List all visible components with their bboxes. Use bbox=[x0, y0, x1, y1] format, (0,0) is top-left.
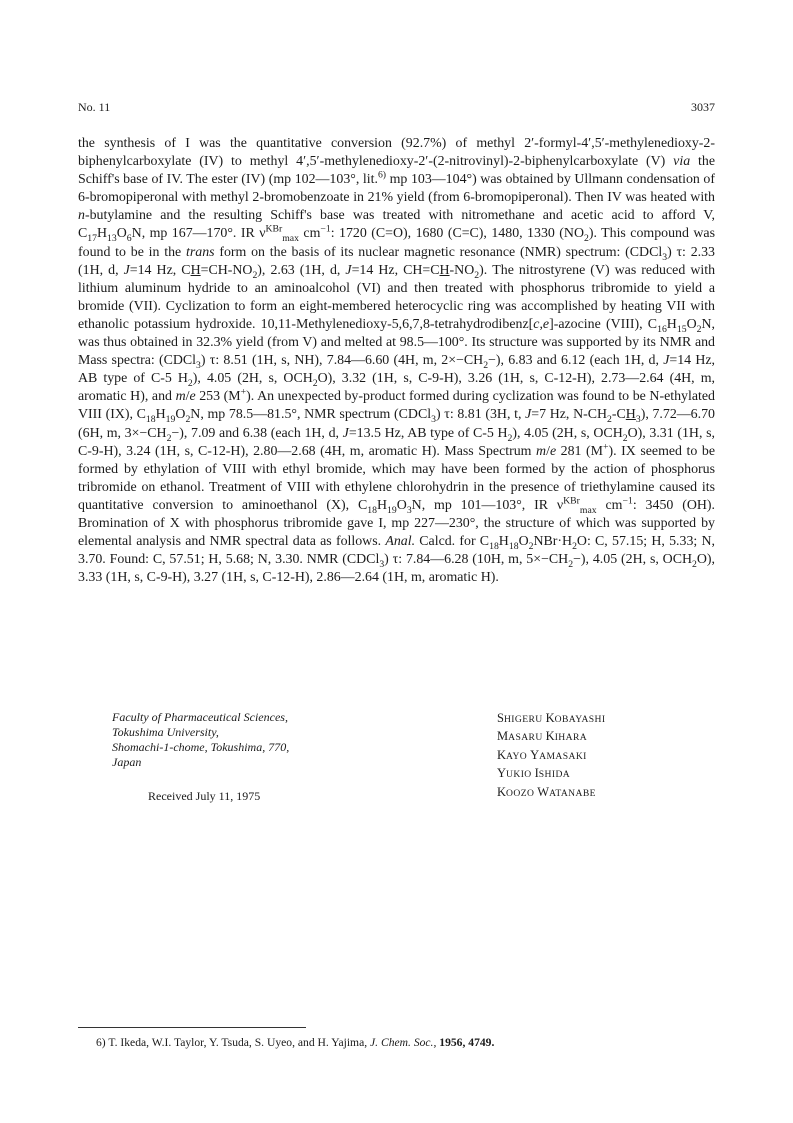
author-family-initial: I bbox=[534, 766, 539, 781]
affiliation-line: Tokushima University, bbox=[112, 725, 219, 739]
author-name bbox=[497, 784, 727, 802]
received-date: Received July 11, 1975 bbox=[148, 789, 261, 803]
affiliation-line: Faculty of Pharmaceutical Sciences, bbox=[112, 710, 288, 724]
footnote-page: 4749. bbox=[468, 1036, 495, 1049]
affiliation-block bbox=[112, 710, 412, 770]
author-name bbox=[497, 747, 727, 765]
running-header bbox=[78, 100, 715, 120]
author-name bbox=[497, 765, 727, 783]
footnote-authors: T. Ikeda, W.I. Taylor, Y. Tsuda, S. Uyeo, and H. Yajima, bbox=[108, 1036, 368, 1049]
affiliation-line: Shomachi-1-chome, Tokushima, 770, bbox=[112, 740, 290, 754]
author-given-rest: AYO bbox=[506, 750, 528, 762]
author-initial: Y bbox=[497, 766, 507, 781]
author-family-rest: ATANABE bbox=[549, 787, 596, 799]
body-paragraph bbox=[78, 135, 715, 587]
body-paragraph-text: the synthesis of I was the quantitative conversion (92.7%) of methyl 2′-formyl-4′,5′-methylenedioxy-2-biphenylcarboxylate (IV) to methyl 4′,5′-methylenedioxy-2′-(2-nitrovinyl)-2-biphenylcarboxylate (V) via the Schiff's base of IV. The ester (IV) (mp 102—103°, lit.$^{6)}$ mp 103—104°) was obtained by Ullmann condensation of 6-bromopiperonal with methyl 2-bromobenzoate in 21% yield (from 6-bromopiperonal). Then IV was heated with n-butylamine and the resulting Schiff's base was treated with nitromethane and acetic acid to afford V, $C_{17}H_{13}O_6N$, mp 167—170°. IR $\nu^{KBr}_{max}$ $cm^{-1}$: 1720 (C=O), 1680 (C=C), 1480, 1330 $(NO_2)$. This compound was found to be in the trans form on the basis of its nuclear magnetic resonance (NMR) spectrum: (CDCl$_3$) τ: 2.33 (1H, d, J=14 Hz, $CH=CH-NO_2$), 2.63 (1H, d, J=14 Hz, $CH=CH-NO_2$). The nitrostyrene (V) was reduced with lithium aluminum hydride to an aminoalcohol (VI) and then treated with phosphorus tribromide to yield a bromide (VII). Cyclization to form an eight-membered heterocyclic ring was accomplished by heating VII with ethanolic potassium hydroxide. 10,11-Methylenedioxy-5,6,7,8-tetrahydrodibenz[c,e]-azocine (VIII), $C_{16}H_{15}O_2N$, was thus obtained in 32.3% yield (from V) and melted at 98.5—100°. Its structure was supported by its NMR and Mass spectra: (CDCl$_3$) τ: 8.51 (1H, s, NH), 7.84—6.60 (4H, m, $2\times-CH_2-$), 6.83 and 6.12 (each 1H, d, J=14 Hz, AB type of C-5 $H_2$), 4.05 (2H, s, $OCH_2O$), 3.32 (1H, s, C-9-H), 3.26 (1H, s, C-12-H), 2.73—2.64 (4H, m, aromatic H), and m/e 253 (M+). An unexpected by-product formed during cyclization was found to be N-ethylated VIII (IX), $C_{18}H_{19}O_2N$, mp 78.5—81.5°, NMR spectrum (CDCl$_3$) τ: 8.81 (3H, t, J=7 Hz, $N-CH_2-CH_3$), 7.72—6.70 (6H, m, $3\times-CH_2-$), 7.09 and 6.38 (each 1H, d, J=13.5 Hz, AB type of C-5 $H_2$), 4.05 (2H, s, $OCH_2O$), 3.31 (1H, s, C-9-H), 3.24 (1H, s, C-12-H), 2.80—2.68 (4H, m, aromatic H). Mass Spectrum m/e 281 (M+). IX seemed to be formed by ethylation of VIII with ethyl bromide, which may have been formed by the action of phosphorus tribromide on ethanol. Treatment of VIII with ethylene chlorohydrin in the presence of triethylamine caused its quantitative conversion to aminoethanol (X), $C_{18}H_{19}O_3N$, mp 101—103°, IR $\nu^{KBr}_{max}$ $cm^{-1}$: 3450 (OH). Bromination of X with phosphorus tribromide gave I, mp 227—230°, the structure of which was supported by elemental analysis and NMR spectral data as follows. Anal. Calcd. for $C_{18}H_{18}O_2NBr\cdot H_2O$: C, 57.15; H, 5.33; N, 3.70. Found: C, 57.51; H, 5.68; N, 3.30. NMR (CDCl$_3$) τ: 7.84—6.28 (10H, m, $5\times-CH_2-$), 4.05 (2H, s, $OCH_2O$), 3.33 (1H, s, C-9-H), 3.27 (1H, s, C-12-H), 2.86—2.64 (1H, m, aromatic H). bbox=[78, 136, 716, 586]
author-family-initial: K bbox=[545, 711, 555, 725]
author-family-rest: IHARA bbox=[554, 732, 588, 744]
author-family-rest: OBAYASHI bbox=[554, 714, 606, 725]
footnote-divider bbox=[78, 1027, 306, 1028]
footnote bbox=[96, 1036, 716, 1049]
page-number: 3037 bbox=[691, 100, 715, 114]
author-initial: M bbox=[497, 729, 509, 744]
author-name bbox=[497, 728, 727, 746]
footnote-year: 1956, bbox=[439, 1036, 466, 1049]
author-initial: K bbox=[497, 747, 507, 762]
footnote-marker: 6) bbox=[96, 1036, 106, 1049]
author-family-rest: SHIDA bbox=[538, 769, 571, 781]
affiliation-line: Japan bbox=[112, 755, 142, 769]
author-given-rest: UKIO bbox=[506, 769, 532, 781]
author-family-rest: AMASAKI bbox=[539, 750, 587, 762]
footnote-journal: J. Chem. Soc., bbox=[370, 1036, 437, 1049]
author-name bbox=[497, 710, 727, 728]
author-family-initial: K bbox=[545, 729, 555, 744]
author-initial: S bbox=[497, 711, 504, 725]
author-list bbox=[497, 710, 727, 802]
author-given-rest: ASARU bbox=[508, 732, 543, 744]
author-initial: K bbox=[497, 784, 507, 799]
author-family-initial: Y bbox=[530, 747, 540, 762]
author-given-rest: HIGERU bbox=[503, 714, 543, 725]
author-given-rest: OOZO bbox=[506, 787, 535, 799]
author-family-initial: W bbox=[537, 784, 550, 799]
issue-number: No. 11 bbox=[78, 100, 111, 114]
